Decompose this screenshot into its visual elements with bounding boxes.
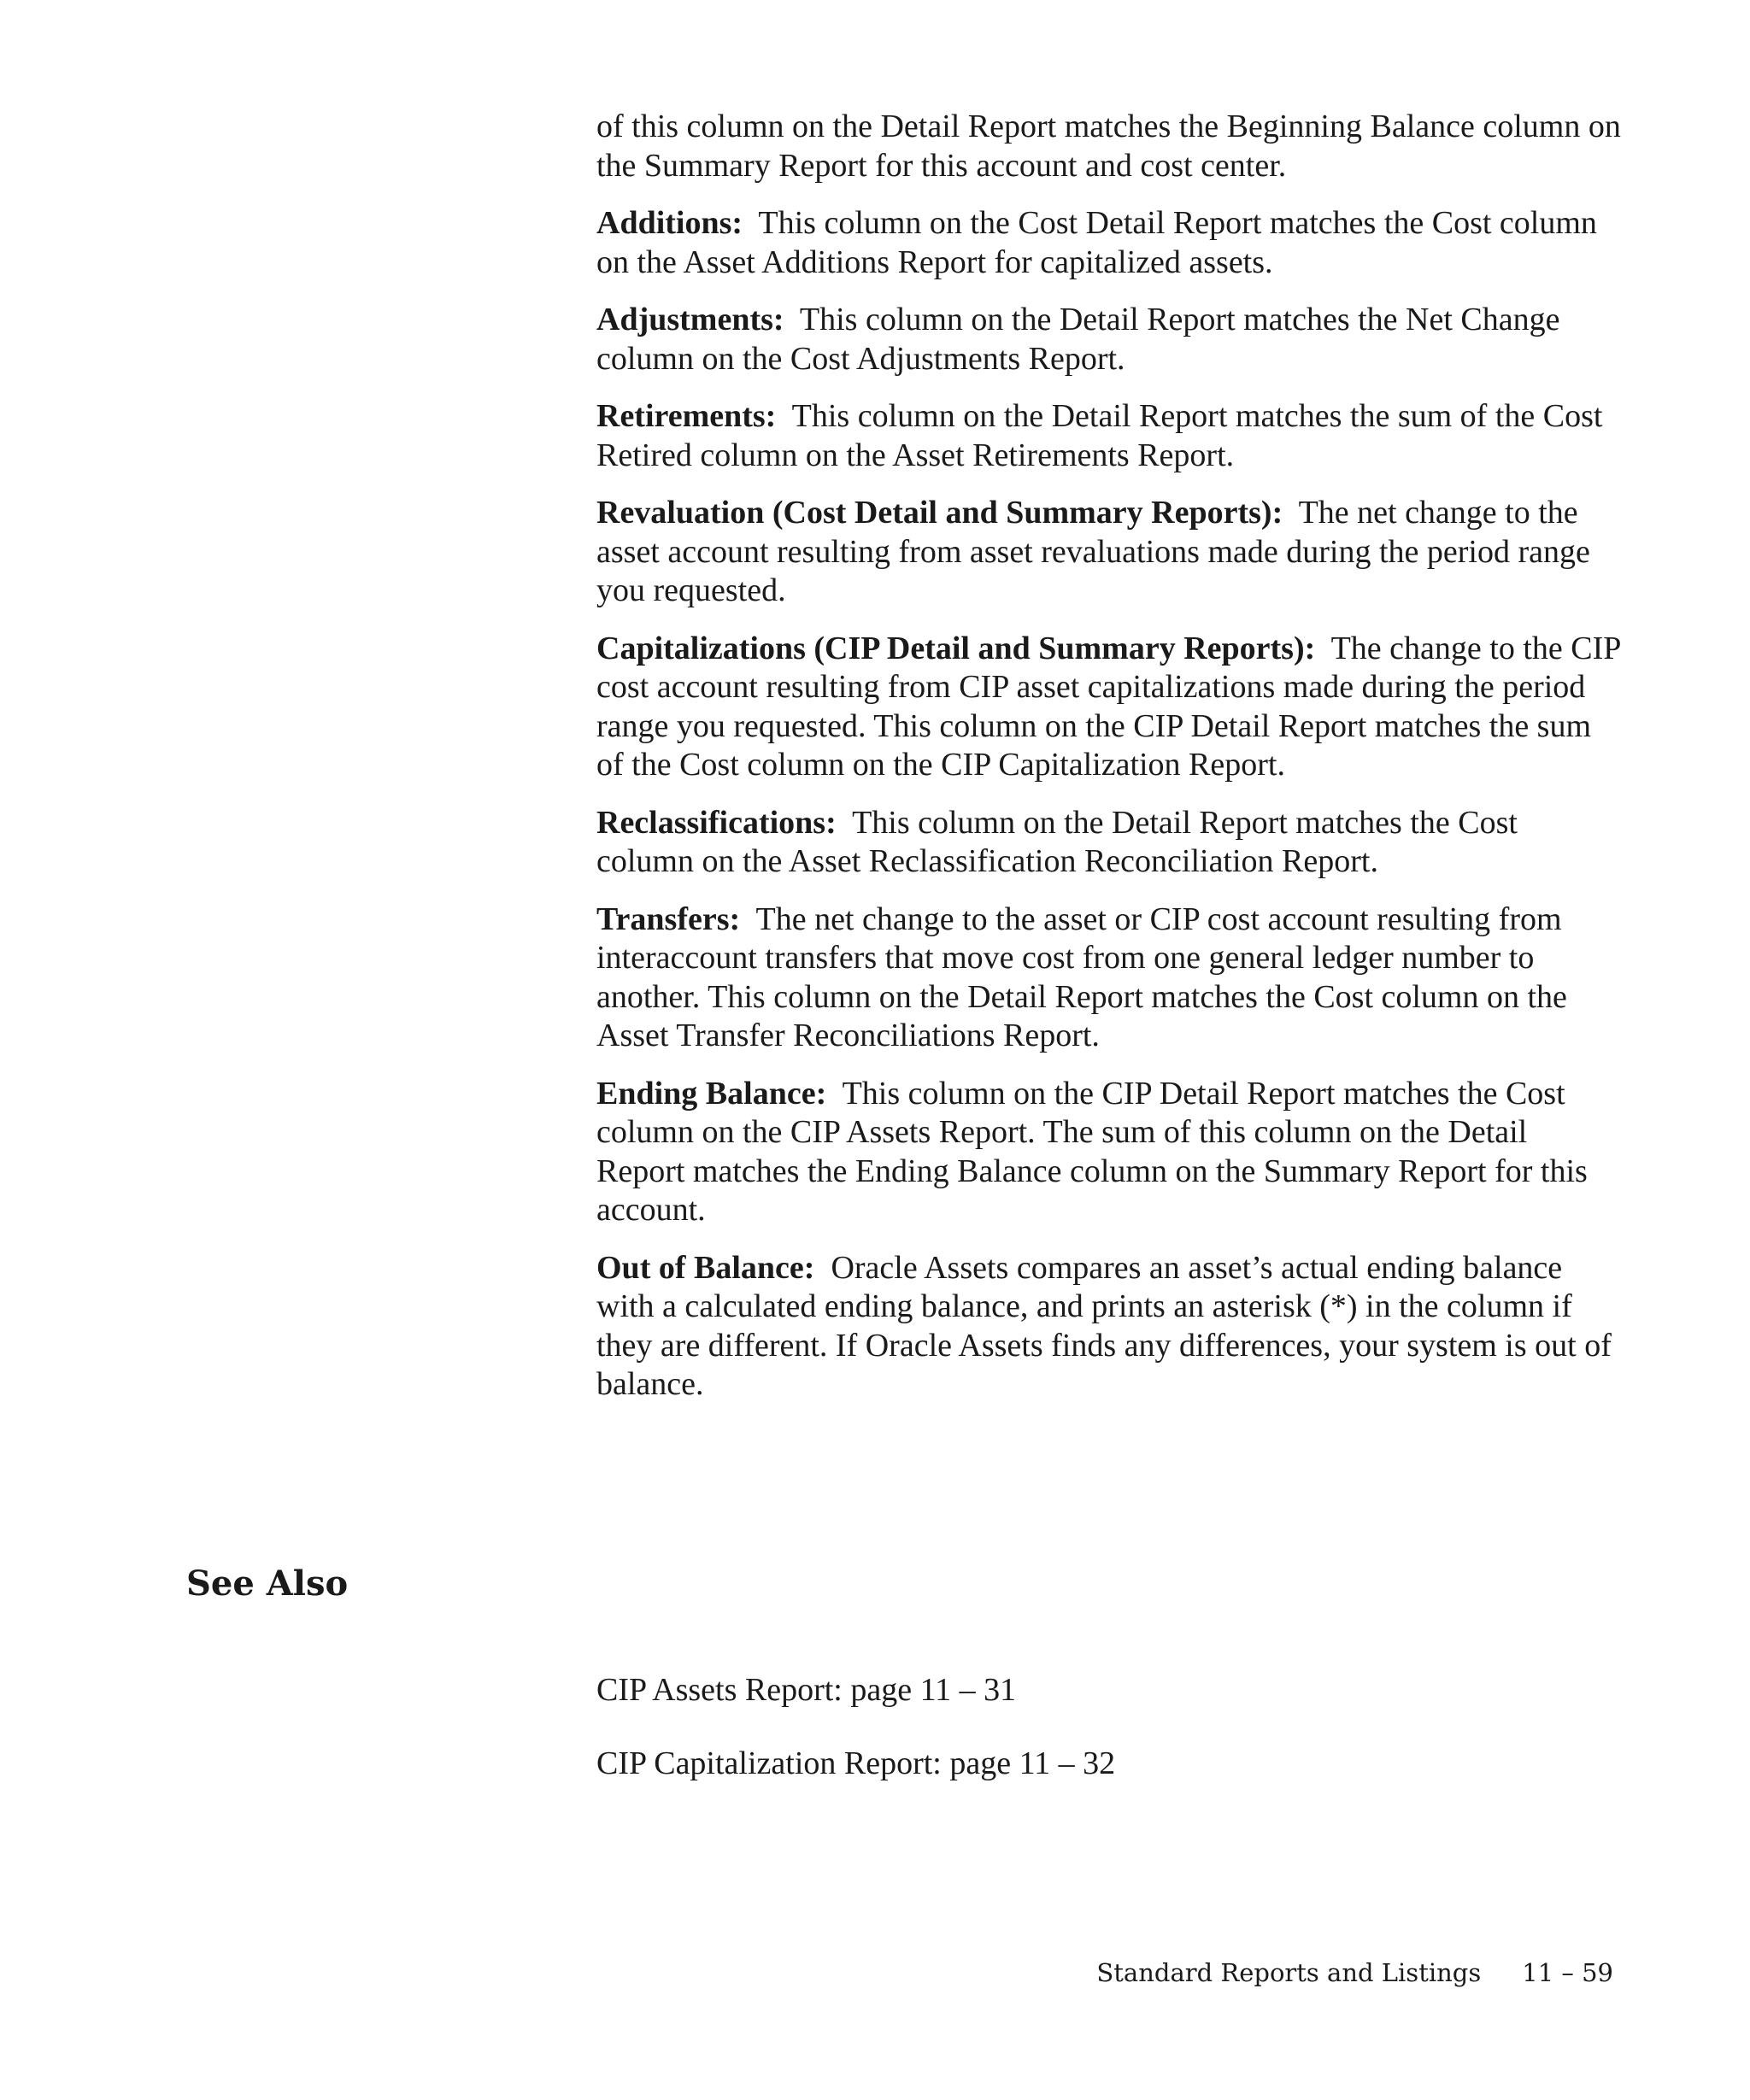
- term-retirements: Retirements:: [596, 398, 777, 434]
- paragraph-text: This column on the Cost Detail Report matches the Cost column on the Asset Additions Report for capitalized assets.: [596, 205, 1597, 280]
- paragraph-out-of-balance: [596, 1249, 1622, 1405]
- term-transfers: Transfers:: [596, 900, 741, 937]
- see-also-list: [596, 1671, 1115, 1818]
- footer-page-number: 11 – 59: [1522, 1958, 1613, 1987]
- paragraph-text: of this column on the Detail Report matches the Beginning Balance column on the Summary Report for this account and cost center.: [596, 109, 1621, 184]
- term-additions: Additions:: [596, 205, 743, 241]
- paragraph-text: The change to the CIP cost account resulting from CIP asset capitalizations made during the period range you requested. This column on the CIP Detail Report matches the sum of the Cost column on the CIP Capitalization Report.: [596, 630, 1620, 783]
- paragraph-transfers: [596, 900, 1622, 1056]
- see-also-link-cip-capitalization-report[interactable]: CIP Capitalization Report: page 11 – 32: [596, 1745, 1116, 1781]
- footer-section-title: Standard Reports and Listings: [1096, 1958, 1482, 1987]
- paragraph-text: This column on the Detail Report matches the Net Change column on the Cost Adjustments Report.: [596, 302, 1560, 377]
- paragraph-beginning-balance-continued: [596, 108, 1622, 185]
- paragraph-additions: [596, 204, 1622, 282]
- page-footer: [1096, 1958, 1613, 1987]
- paragraph-text: Oracle Assets compares an asset’s actual ending balance with a calculated ending balance, and prints an asterisk (*) in the column if they are different. If Oracle Assets finds any differences, your system is out of balance.: [596, 1249, 1612, 1402]
- paragraph-capitalizations: [596, 630, 1622, 785]
- see-also-link-cip-assets-report[interactable]: CIP Assets Report: page 11 – 31: [596, 1672, 1017, 1708]
- term-ending-balance: Ending Balance:: [596, 1075, 827, 1112]
- paragraph-text: The net change to the asset or CIP cost account resulting from interaccount transfers that move cost from one general ledger number to another. This column on the Detail Report matches the Cost column on the Asset Transfer Reconciliations Report.: [596, 900, 1567, 1053]
- paragraph-adjustments: [596, 301, 1622, 378]
- term-capitalizations: Capitalizations (CIP Detail and Summary Reports):: [596, 630, 1316, 666]
- paragraph-retirements: [596, 397, 1622, 475]
- paragraph-reclassifications: [596, 804, 1622, 882]
- see-also-heading: See Also: [186, 1563, 349, 1604]
- term-revaluation: Revaluation (Cost Detail and Summary Reports):: [596, 495, 1283, 531]
- term-out-of-balance: Out of Balance:: [596, 1249, 815, 1286]
- paragraph-ending-balance: [596, 1075, 1622, 1230]
- paragraph-text: This column on the Detail Report matches the sum of the Cost Retired column on the Asset Retirements Report.: [596, 398, 1603, 473]
- term-reclassifications: Reclassifications:: [596, 804, 837, 841]
- paragraph-revaluation: [596, 494, 1622, 611]
- paragraph-text: This column on the Detail Report matches the Cost column on the Asset Reclassification Reconciliation Report.: [596, 804, 1518, 879]
- paragraph-text: The net change to the asset account resulting from asset revaluations made during the period range you requested.: [596, 495, 1590, 608]
- report-column-descriptions: [596, 108, 1622, 1423]
- paragraph-text: This column on the CIP Detail Report matches the Cost column on the CIP Assets Report. The sum of this column on the Detail Report matches the Ending Balance column on the Summary Report for this account.: [596, 1075, 1588, 1228]
- term-adjustments: Adjustments:: [596, 302, 784, 337]
